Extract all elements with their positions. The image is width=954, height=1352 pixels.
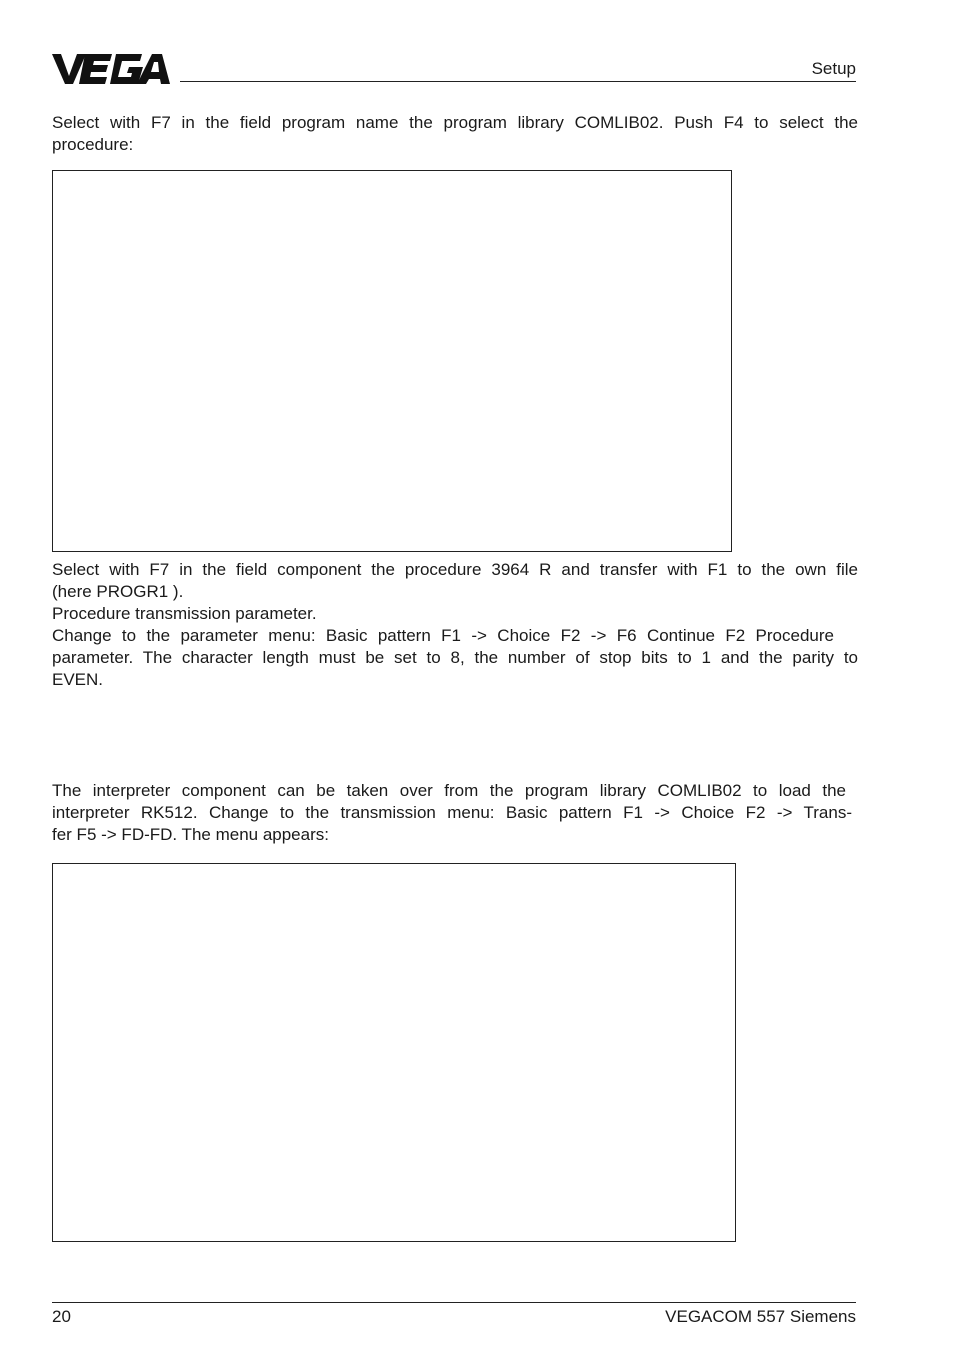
screenshot-frame bbox=[52, 170, 732, 552]
page-number: 20 bbox=[52, 1307, 71, 1326]
text-line: interpreter RK512. Change to the transmission menu: Basic pattern F1 -> Choice F2 -> Trans- bbox=[52, 803, 852, 822]
paragraph-procedure-parameters bbox=[52, 559, 858, 691]
vega-logo bbox=[52, 52, 170, 86]
paragraph-interpreter bbox=[52, 780, 858, 846]
text-line: (here PROGR1 ). bbox=[52, 582, 184, 601]
text-line: Select with F7 in the field program name the program library COMLIB02. Push F4 to select the bbox=[52, 113, 858, 132]
text-line: EVEN. bbox=[52, 670, 104, 689]
document-title: VEGACOM 557 Siemens bbox=[665, 1307, 856, 1326]
text-line: fer F5 -> FD-FD. The menu appears: bbox=[52, 825, 329, 844]
screenshot-frame bbox=[52, 863, 736, 1242]
text-line: Select with F7 in the field component the procedure 3964 R and transfer with F1 to the own file bbox=[52, 560, 858, 579]
text-line: procedure: bbox=[52, 135, 134, 154]
text-line: Change to the parameter menu: Basic pattern F1 -> Choice F2 -> F6 Continue F2 Procedure bbox=[52, 626, 834, 645]
header-rule bbox=[180, 81, 856, 82]
text-line: Procedure transmission parameter. bbox=[52, 604, 317, 623]
paragraph-select-library bbox=[52, 112, 858, 156]
footer-rule bbox=[52, 1302, 856, 1303]
text-line: The interpreter component can be taken over from the program library COMLIB02 to load the bbox=[52, 781, 846, 800]
text-line: parameter. The character length must be set to 8, the number of stop bits to 1 and the parity to bbox=[52, 648, 858, 667]
section-title: Setup bbox=[811, 59, 856, 78]
